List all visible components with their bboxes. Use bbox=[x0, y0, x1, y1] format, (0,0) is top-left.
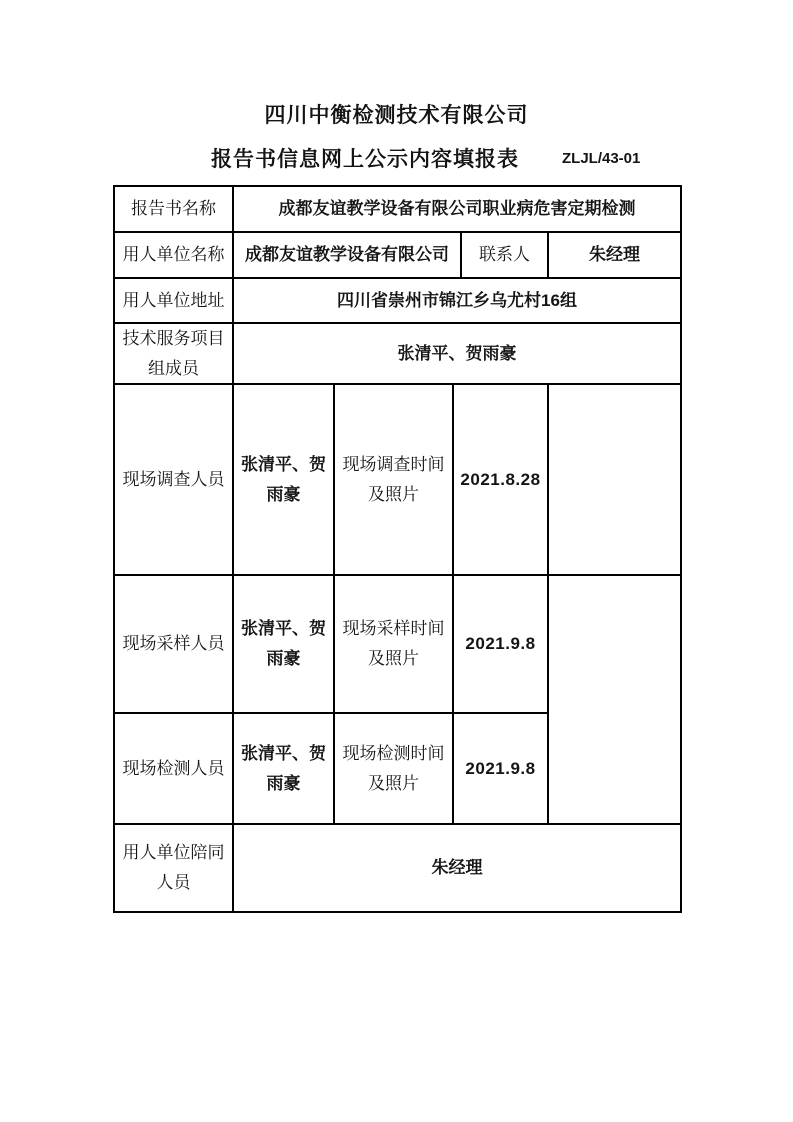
employer-name-value-cell: 成都友谊教学设备有限公司 bbox=[234, 233, 462, 279]
employer-address-label-cell: 用人单位地址 bbox=[115, 279, 234, 324]
employer-address-value-cell: 四川省崇州市锦江乡乌尤村16组 bbox=[234, 279, 682, 324]
detection-personnel-value-cell: 张清平、贺雨豪 bbox=[234, 714, 335, 825]
project-team-label-cell: 技术服务项目组成员 bbox=[115, 324, 234, 385]
project-team-value-cell: 张清平、贺雨豪 bbox=[234, 324, 682, 385]
contact-label-cell: 联系人 bbox=[462, 233, 549, 279]
survey-date-cell: 2021.8.28 bbox=[454, 385, 549, 576]
survey-time-label-cell: 现场调查时间及照片 bbox=[335, 385, 454, 576]
sampling-personnel-value-cell: 张清平、贺雨豪 bbox=[234, 576, 335, 714]
detection-personnel-label-cell: 现场检测人员 bbox=[115, 714, 234, 825]
form-code: ZLJL/43-01 bbox=[562, 150, 641, 167]
report-name-label-cell: 报告书名称 bbox=[115, 187, 234, 233]
survey-personnel-label-cell: 现场调查人员 bbox=[115, 385, 234, 576]
escort-label-cell: 用人单位陪同人员 bbox=[115, 825, 234, 913]
sampling-detection-photo-cell bbox=[549, 576, 682, 825]
report-info-table bbox=[113, 185, 682, 913]
sampling-personnel-label-cell: 现场采样人员 bbox=[115, 576, 234, 714]
detection-time-label-cell: 现场检测时间及照片 bbox=[335, 714, 454, 825]
contact-value-cell: 朱经理 bbox=[549, 233, 682, 279]
sampling-date-cell: 2021.9.8 bbox=[454, 576, 549, 714]
detection-date-cell: 2021.9.8 bbox=[454, 714, 549, 825]
form-title: 报告书信息网上公示内容填报表 bbox=[211, 148, 519, 171]
report-name-value-cell: 成都友谊教学设备有限公司职业病危害定期检测 bbox=[234, 187, 682, 233]
company-title: 四川中衡检测技术有限公司 bbox=[264, 104, 529, 127]
escort-value-cell: 朱经理 bbox=[234, 825, 682, 913]
sampling-time-label-cell: 现场采样时间及照片 bbox=[335, 576, 454, 714]
employer-name-label-cell: 用人单位名称 bbox=[115, 233, 234, 279]
survey-personnel-value-cell: 张清平、贺雨豪 bbox=[234, 385, 335, 576]
survey-photo-cell bbox=[549, 385, 682, 576]
